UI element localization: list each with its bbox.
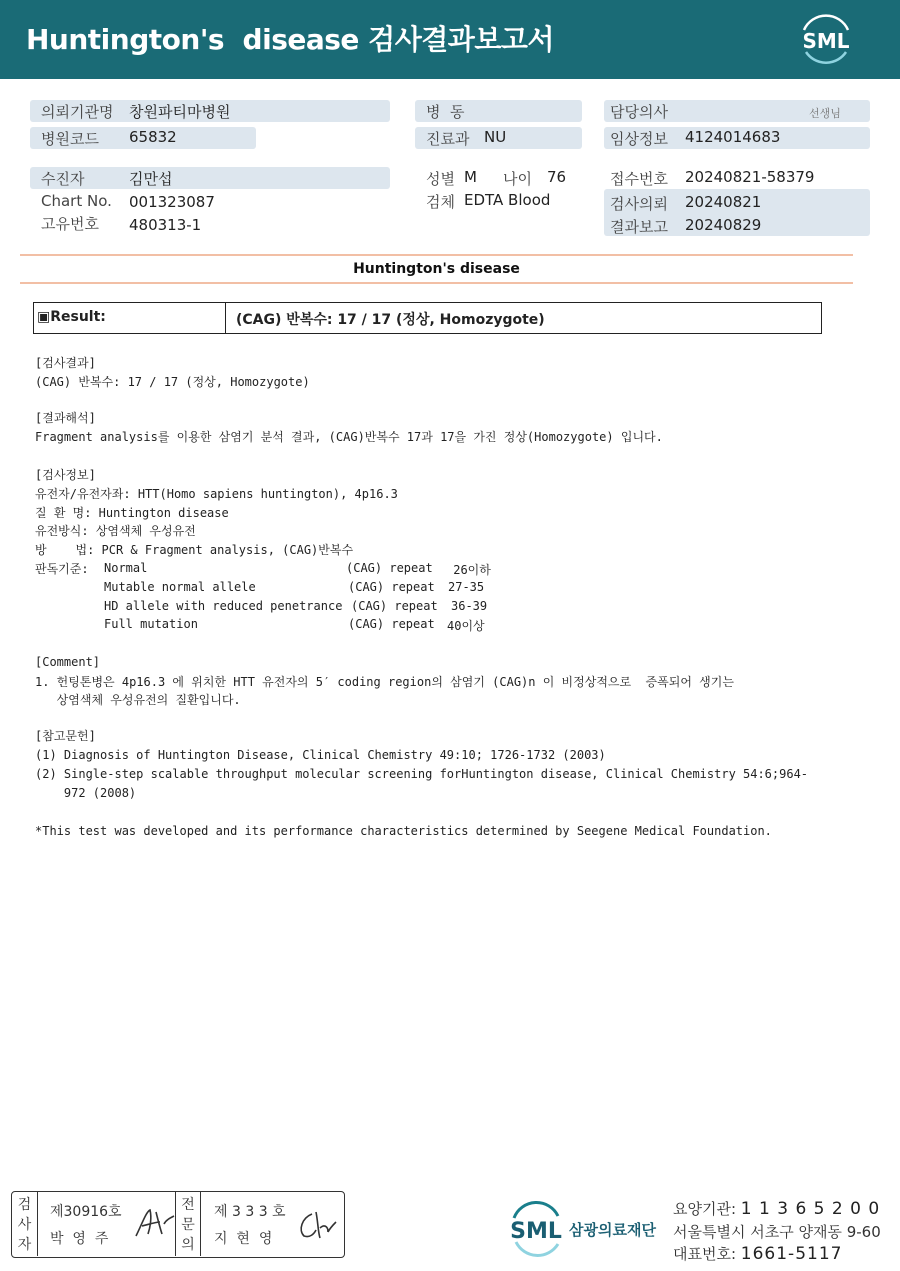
report-title: Huntington's disease 검사결과보고서 <box>26 23 554 56</box>
institution-label: 의뢰기관명 <box>41 103 114 121</box>
receipt-value: 20240821-58379 <box>685 168 815 186</box>
footer-phone-label: 대표번호: <box>673 1245 737 1263</box>
examiner-title <box>12 1192 38 1256</box>
age-value: 76 <box>547 168 567 186</box>
chart-label: Chart No. <box>41 192 112 210</box>
doctor-label: 담당의사 <box>610 103 668 121</box>
examiner-number: 제30916호 <box>50 1204 122 1220</box>
specimen-label: 검체 <box>426 193 455 211</box>
disclaimer: *This test was developed and its performance characteristics determined by Seegene Medical Foundation. <box>35 824 772 838</box>
section-title: Huntington's disease <box>353 261 520 277</box>
criteria-range: 36-39 <box>451 599 488 613</box>
age-label: 나이 <box>503 170 532 188</box>
comment-line2: 상염색체 우성유전의 질환입니다. <box>35 693 241 707</box>
footer-logo-text: SML <box>510 1219 562 1244</box>
doctor-suffix: 선생님 <box>809 107 841 120</box>
footer-code-value: 1 1 3 6 5 2 0 0 <box>740 1199 881 1219</box>
clinical-info-value: 4124014683 <box>685 128 781 146</box>
patient-label: 수진자 <box>41 170 85 188</box>
report-value: 20240829 <box>685 216 762 234</box>
criteria-allele: Mutable normal allele <box>104 580 256 594</box>
result-label: ▣Result: <box>34 303 226 333</box>
specialist-signature-icon <box>294 1206 338 1244</box>
department-label: 진료과 <box>426 130 470 148</box>
result-heading: [검사결과] <box>35 356 96 370</box>
chart-value: 001323087 <box>129 193 215 211</box>
footer-address: 서울특별시 서초구 양재동 9-60 <box>673 1223 881 1241</box>
unique-value: 480313-1 <box>129 216 202 234</box>
report-label: 결과보고 <box>610 218 668 236</box>
criteria-repeat: (CAG) repeat <box>348 580 435 594</box>
info-heading: [검사정보] <box>35 468 96 482</box>
footer-phone-line <box>673 1243 842 1264</box>
sex-label: 성별 <box>426 170 455 188</box>
ref2-line1: (2) Single-step scalable throughput molecular screening forHuntington disease, Clinical Chemistry 54:6;964- <box>35 767 809 781</box>
specialist-name: 지 현 영 <box>214 1231 273 1247</box>
hospital-code-value: 65832 <box>129 128 177 146</box>
criteria-repeat: (CAG) repeat <box>346 561 433 575</box>
criteria-allele: Normal <box>104 561 148 575</box>
specimen-value: EDTA Blood <box>464 191 551 209</box>
footer-code-line <box>673 1198 880 1219</box>
department-value: NU <box>484 128 507 146</box>
inheritance-line: 유전방식: 상염색체 우성유전 <box>35 524 196 538</box>
examiner-name: 박 영 주 <box>50 1231 109 1247</box>
interp-heading: [결과해석] <box>35 411 96 425</box>
criteria-allele: Full mutation <box>104 617 198 631</box>
sex-value: M <box>464 168 477 186</box>
signature-box <box>11 1191 345 1258</box>
patient-value: 김만섭 <box>129 170 173 188</box>
method-line: 방 법: PCR & Fragment analysis, (CAG)반복수 <box>35 543 354 557</box>
comment-heading: [Comment] <box>35 655 101 669</box>
footer-logo-icon <box>508 1198 566 1258</box>
divider-top <box>20 254 853 256</box>
disease-line: 질 환 명: Huntington disease <box>35 506 229 520</box>
criteria-repeat: (CAG) repeat <box>351 599 438 613</box>
specialist-title-text: 전문의 <box>181 1197 195 1253</box>
criteria-repeat: (CAG) repeat <box>348 617 435 631</box>
result-box <box>33 302 822 334</box>
criteria-range: 26이하 <box>446 563 491 577</box>
divider-bottom <box>20 282 853 284</box>
result-value: (CAG) 반복수: 17 / 17 (정상, Homozygote) <box>236 312 545 328</box>
footer-org-name: 삼광의료재단 <box>569 1221 656 1239</box>
request-label: 검사의뢰 <box>610 195 668 213</box>
unique-label: 고유번호 <box>41 215 99 233</box>
ref-heading: [참고문헌] <box>35 729 96 743</box>
interp-text: Fragment analysis를 이용한 삼염기 분석 결과, (CAG)반복수 17과 17을 가진 정상(Homozygote) 입니다. <box>35 430 663 444</box>
examiner-signature-icon <box>132 1204 176 1242</box>
ref2-line2: 972 (2008) <box>35 786 137 800</box>
criteria-allele: HD allele with reduced penetrance <box>104 599 343 613</box>
gene-line: 유전자/유전자좌: HTT(Homo sapiens huntington), 4p16.3 <box>35 487 398 501</box>
specialist-number: 제 3 3 3 호 <box>214 1204 286 1220</box>
hospital-code-label: 병원코드 <box>41 130 99 148</box>
comment-line1: 1. 헌팅톤병은 4p16.3 에 위치한 HTT 유전자의 5′ coding region의 삼염기 (CAG)n 이 비정상적으로 증폭되어 생기는 <box>35 675 734 689</box>
clinical-info-label: 임상정보 <box>610 130 668 148</box>
ref1: (1) Diagnosis of Huntington Disease, Clinical Chemistry 49:10; 1726-1732 (2003) <box>35 748 606 762</box>
examiner-title-text: 검사자 <box>17 1197 32 1253</box>
header-logo-text: SML <box>802 29 850 53</box>
sml-logo-icon <box>796 12 856 66</box>
institution-value: 창원파티마병원 <box>129 103 231 121</box>
specialist-title <box>175 1192 201 1256</box>
request-value: 20240821 <box>685 193 762 211</box>
result-text: (CAG) 반복수: 17 / 17 (정상, Homozygote) <box>35 375 310 389</box>
criteria-range: 27-35 <box>448 580 485 594</box>
footer-code-label: 요양기관: <box>673 1200 737 1218</box>
receipt-label: 접수번호 <box>610 170 668 188</box>
criteria-label: 판독기준: <box>35 562 89 576</box>
ward-label: 병 동 <box>426 103 465 121</box>
criteria-range: 40이상 <box>447 619 485 633</box>
report-header <box>0 0 900 79</box>
footer-phone-value: 1661-5117 <box>740 1244 843 1264</box>
